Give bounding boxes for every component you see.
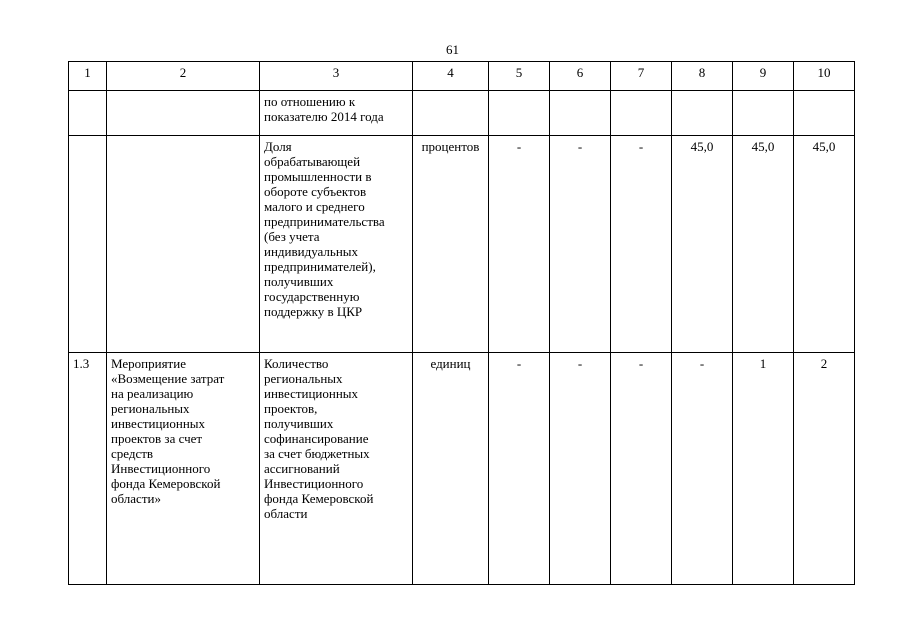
value-cell: - — [489, 136, 550, 353]
unit-cell: единиц — [413, 353, 489, 585]
value-cell: - — [550, 136, 611, 353]
indicator-cell: Количество региональных инвестиционных проектов, получивших софинансирование за счет бюджетных ассигнований Инвестиционного фонда Кемеровской области — [260, 353, 413, 585]
table-row — [69, 91, 855, 136]
header-cell: 6 — [550, 62, 611, 91]
table-header-row — [69, 62, 855, 91]
header-cell: 4 — [413, 62, 489, 91]
table-row — [69, 136, 855, 353]
value-cell: - — [672, 353, 733, 585]
page-number: 61 — [446, 42, 459, 57]
value-cell: - — [550, 353, 611, 585]
value-cell: 1 — [733, 353, 794, 585]
value-cell — [611, 91, 672, 136]
value-cell — [489, 91, 550, 136]
header-cell: 5 — [489, 62, 550, 91]
value-cell — [733, 91, 794, 136]
value-cell: - — [611, 136, 672, 353]
row-number-cell — [69, 136, 107, 353]
row-number-cell: 1.3 — [69, 353, 107, 585]
value-cell — [794, 91, 855, 136]
header-cell: 8 — [672, 62, 733, 91]
value-cell — [672, 91, 733, 136]
header-cell: 9 — [733, 62, 794, 91]
measure-cell — [107, 136, 260, 353]
unit-cell: процентов — [413, 136, 489, 353]
value-cell: - — [611, 353, 672, 585]
value-cell: - — [489, 353, 550, 585]
value-cell: 2 — [794, 353, 855, 585]
header-cell: 1 — [69, 62, 107, 91]
header-cell: 2 — [107, 62, 260, 91]
header-cell: 3 — [260, 62, 413, 91]
value-cell: 45,0 — [794, 136, 855, 353]
indicator-cell: по отношению к показателю 2014 года — [260, 91, 413, 136]
value-cell: 45,0 — [733, 136, 794, 353]
row-number-cell — [69, 91, 107, 136]
measure-cell: Мероприятие «Возмещение затрат на реализацию региональных инвестиционных проектов за счет средств Инвестиционного фонда Кемеровской области» — [107, 353, 260, 585]
header-cell: 10 — [794, 62, 855, 91]
unit-cell — [413, 91, 489, 136]
indicator-cell: Доля обрабатывающей промышленности в обороте субъектов малого и среднего предпринимательства (без учета индивидуальных предпринимателей), получивших государственную поддержку в ЦКР — [260, 136, 413, 353]
header-cell: 7 — [611, 62, 672, 91]
indicators-table — [68, 61, 855, 585]
measure-cell — [107, 91, 260, 136]
value-cell: 45,0 — [672, 136, 733, 353]
table-row — [69, 353, 855, 585]
value-cell — [550, 91, 611, 136]
